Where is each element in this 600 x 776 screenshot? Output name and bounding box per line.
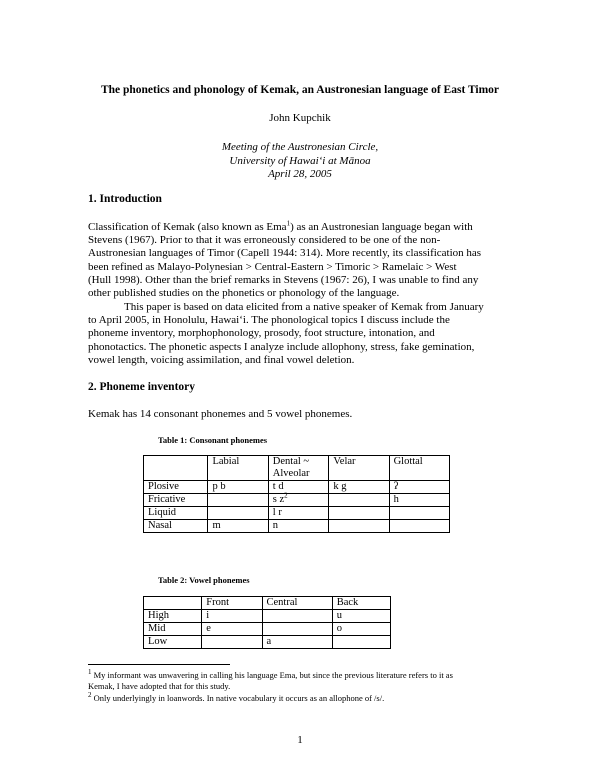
table-cell: k g <box>329 481 389 494</box>
table-cell <box>389 507 449 520</box>
table-cell: ʔ <box>389 481 449 494</box>
table-row <box>144 481 450 494</box>
table-cell: High <box>144 610 202 623</box>
footnote-2 <box>88 693 528 704</box>
text-line: to April 2005, in Honolulu, Hawai‘i. The phonological topics I discuss include the <box>88 314 450 327</box>
footnote-mark: 1 <box>88 668 92 677</box>
table-cell: Mid <box>144 623 202 636</box>
table-cell: m <box>208 520 268 533</box>
text-span: Classification of Kemak (also known as Ema <box>88 221 287 233</box>
text-line: other published studies on the phonetics or phonology of the language. <box>88 287 400 300</box>
table-2-caption: Table 2: Vowel phonemes <box>158 575 250 585</box>
venue-line-3: April 28, 2005 <box>268 168 332 180</box>
text-line: phonotactics. The phonetic aspects I analyze include allophony, stress, fake gemination, <box>88 340 475 353</box>
table-cell: Plosive <box>144 481 208 494</box>
intro-paragraph-2 <box>88 301 528 367</box>
table-cell <box>262 610 332 623</box>
table-header-cell: Central <box>262 597 332 610</box>
table-header-cell: Glottal <box>389 456 449 481</box>
text-span: ) as an Austronesian language began with <box>290 221 473 233</box>
table-cell <box>268 491 329 507</box>
table-header-cell: Front <box>202 597 262 610</box>
footnote-ref-1[interactable]: 1 <box>286 219 291 228</box>
header-line: Dental ~ <box>272 456 310 467</box>
text-line <box>88 221 528 234</box>
table-cell <box>329 507 389 520</box>
table-header-row <box>144 456 450 481</box>
venue-line-1: Meeting of the Austronesian Circle, <box>221 141 379 153</box>
footnote-mark: 2 <box>88 691 92 700</box>
venue-line-2: University of Hawai‘i at Mānoa <box>229 154 371 167</box>
table-cell <box>389 520 449 533</box>
table-cell: e <box>202 623 262 636</box>
footnote-line: Kemak, I have adopted that for this study. <box>88 681 231 691</box>
footnote-line <box>88 670 528 681</box>
paper-title: The phonetics and phonology of Kemak, an Austronesian language of East Timor <box>100 84 500 96</box>
table-cell: u <box>332 610 390 623</box>
table-cell: a <box>262 636 332 649</box>
table-cell <box>262 623 332 636</box>
table-cell <box>329 494 389 507</box>
table-header-cell: Labial <box>208 456 268 481</box>
table-cell <box>208 507 268 520</box>
table-cell: i <box>202 610 262 623</box>
table-cell: Low <box>144 636 202 649</box>
page-number: 1 <box>297 734 303 746</box>
table-1-caption: Table 1: Consonant phonemes <box>158 435 268 445</box>
author-name: John Kupchik <box>269 112 331 124</box>
table-cell <box>144 456 208 481</box>
cell-text: s z <box>272 494 285 505</box>
section-heading-phoneme-inventory: 2. Phoneme inventory <box>88 381 196 393</box>
table-row <box>144 520 450 533</box>
table-row <box>144 494 450 507</box>
venue-block <box>0 141 600 182</box>
header-line: Alveolar <box>272 468 310 479</box>
table-row <box>144 636 391 649</box>
text-line: Austronesian languages of Timor (Capell 1944: 314). More recently, its classification has <box>88 247 482 260</box>
section-heading-introduction: 1. Introduction <box>88 193 162 205</box>
vowel-table <box>143 596 391 649</box>
intro-paragraph-1 <box>88 221 528 300</box>
table-header-row <box>144 597 391 610</box>
table-cell <box>329 520 389 533</box>
table-cell <box>208 494 268 507</box>
footnote-text: Only underlyingly in loanwords. In native vocabulary it occurs as an allophone of /s/. <box>91 693 385 703</box>
phoneme-inventory-intro: Kemak has 14 consonant phonemes and 5 vowel phonemes. <box>88 408 353 420</box>
table-cell: p b <box>208 481 268 494</box>
table-cell: o <box>332 623 390 636</box>
table-cell <box>202 636 262 649</box>
table-row <box>144 610 391 623</box>
consonant-table <box>143 455 450 533</box>
text-line: phoneme inventory, morphophonology, prosody, foot structure, intonation, and <box>88 327 435 340</box>
table-cell: Nasal <box>144 520 208 533</box>
text-line: vowel length, voicing assimilation, and final vowel deletion. <box>88 353 355 366</box>
text-line: been refined as Malayo-Polynesian > Central-Eastern > Timoric > Ramelaic > West <box>88 260 457 273</box>
footnote-separator <box>88 664 230 665</box>
table-cell <box>144 597 202 610</box>
table-cell: Liquid <box>144 507 208 520</box>
table-cell <box>332 636 390 649</box>
table-header-cell: Back <box>332 597 390 610</box>
table-row <box>144 623 391 636</box>
footnote-1 <box>88 670 528 692</box>
text-line: (Hull 1998). Other than the brief remarks in Stevens (1967: 26), I was unable to find any <box>88 273 479 286</box>
footnote-ref-2[interactable]: 2 <box>284 491 288 500</box>
text-line: Stevens (1967). Prior to that it was erroneously considered to be one of the non- <box>88 234 441 247</box>
table-cell: h <box>389 494 449 507</box>
table-cell: l r <box>268 507 329 520</box>
table-header-cell: Velar <box>329 456 389 481</box>
table-cell: n <box>268 520 329 533</box>
table-cell: t d <box>268 481 329 494</box>
text-line: This paper is based on data elicited from a native speaker of Kemak from January <box>124 301 484 313</box>
table-row <box>144 507 450 520</box>
table-header-cell <box>268 456 329 481</box>
table-cell: Fricative <box>144 494 208 507</box>
footnote-text: My informant was unwavering in calling his language Ema, but since the previous literature refers to it as <box>91 670 453 680</box>
